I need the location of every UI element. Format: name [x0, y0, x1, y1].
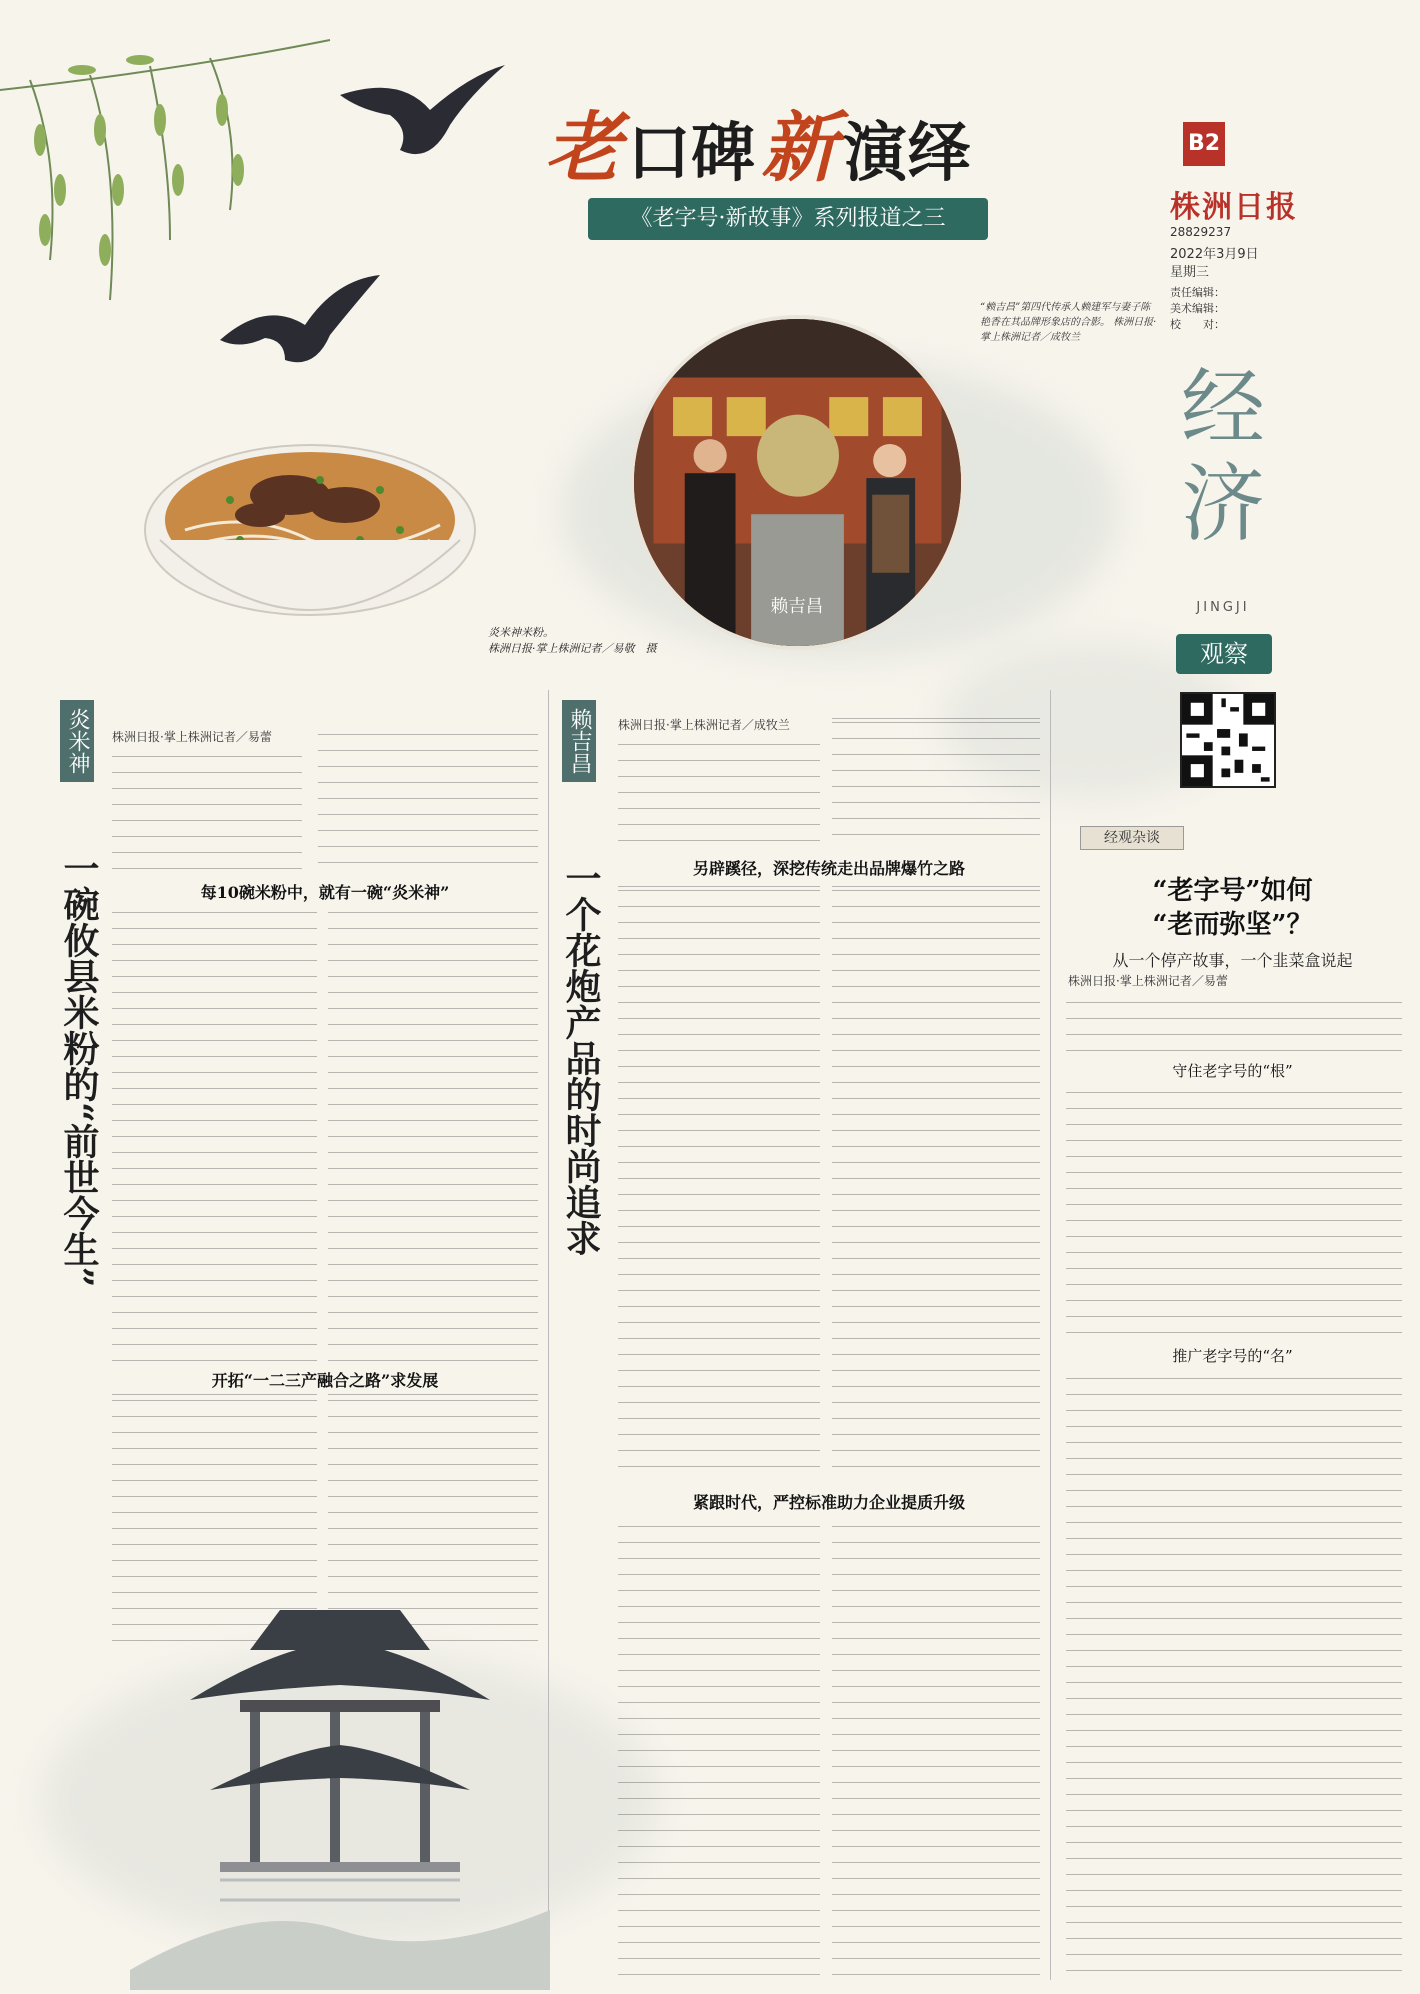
body-text-block [1066, 996, 1402, 1056]
body-text-lines [1066, 996, 1402, 1056]
commentary-byline: 株洲日报·掌上株洲记者／易蕾 [1068, 974, 1228, 988]
story-title-text: 一碗攸县米粉的“前世今生” [58, 850, 100, 1288]
issue-weekday: 星期三 [1170, 265, 1210, 280]
body-text-lines [832, 1520, 1040, 1976]
swallow-illustration [330, 55, 510, 175]
body-text-block [618, 1520, 820, 1976]
story-tag-text: 炎米神 [65, 708, 90, 774]
main-headline [545, 100, 971, 192]
subhead-left-2: 开拓“一二三产融合之路”求发展 [211, 1371, 439, 1390]
section-pinyin: JINGJI [1196, 600, 1250, 615]
story-title-left [56, 850, 102, 1296]
qr-code-icon[interactable] [1180, 692, 1276, 788]
headline-old: 老 [545, 103, 621, 192]
body-text-lines [618, 1520, 820, 1976]
body-text-block [112, 906, 317, 1362]
body-text-lines [318, 728, 538, 870]
body-text-lines [832, 716, 1040, 848]
commentary-subhead-2: 推广老字号的“名” [1172, 1347, 1293, 1365]
commentary-tag: 经观杂谈 [1080, 826, 1184, 850]
staff-line: 责任编辑： [1170, 286, 1225, 299]
issue-date: 2022年3月9日 [1170, 247, 1259, 262]
shop-photo [630, 315, 965, 650]
body-text-lines [1066, 1086, 1402, 1336]
body-text-block [328, 906, 538, 1362]
subhead-left-1: 每10碗米粉中，就有一碗“炎米神” [200, 883, 450, 902]
bowl-caption [488, 625, 688, 657]
story-title-middle [558, 860, 604, 1265]
photo-logo-text: 赖吉昌 [770, 596, 824, 617]
subhead-middle-2: 紧跟时代，严控标准助力企业提质升级 [692, 1493, 965, 1512]
byline-middle: 株洲日报·掌上株洲记者／成牧兰 [618, 718, 790, 732]
body-text-block [832, 884, 1040, 1480]
staff-line: 美术编辑： [1170, 302, 1225, 315]
body-text-block [618, 738, 820, 848]
story-tag-yanmishen [60, 700, 94, 782]
headline-word: 演绎 [843, 116, 971, 191]
body-text-block [318, 728, 538, 870]
noodle-bowl-illustration [140, 420, 480, 650]
subhead-middle-1: 另辟蹊径，深挖传统走出品牌爆竹之路 [692, 859, 965, 878]
body-text-block [1066, 1086, 1402, 1336]
body-text-lines [618, 738, 820, 848]
body-text-lines [328, 906, 538, 1362]
page-number-badge: B2 [1183, 122, 1225, 166]
body-text-lines [112, 750, 302, 875]
section-name: 经济 [1180, 359, 1265, 553]
body-text-block [832, 716, 1040, 848]
body-text-block [1066, 1372, 1402, 1976]
staff-credits [1170, 285, 1225, 333]
body-text-block [618, 884, 820, 1480]
body-text-lines [112, 906, 317, 1362]
commentary-title-line2: “老而弥坚”？ [1152, 910, 1313, 940]
column-divider [1050, 690, 1051, 1980]
byline-left: 株洲日报·掌上株洲记者／易蕾 [112, 730, 272, 744]
headline-word: 口碑 [627, 116, 755, 191]
body-text-block [112, 750, 302, 875]
commentary-subhead-1: 守住老字号的“根” [1172, 1062, 1293, 1080]
story-tag-text: 赖吉昌 [567, 708, 592, 774]
staff-line: 校 对： [1170, 318, 1225, 331]
newspaper-name: 株洲日报 [1170, 190, 1298, 225]
newspaper-phone: 28829237 [1170, 225, 1232, 239]
story-tag-laijichang [562, 700, 596, 782]
series-banner [588, 198, 988, 240]
photo-caption-couple: “赖吉昌”第四代传承人赖建军与妻子陈艳香在其品牌形象店的合影。 株洲日报·掌上株洲记者／成牧兰 [980, 302, 1157, 343]
commentary-title-line1: “老字号”如何 [1152, 876, 1313, 906]
series-title: 《老字号·新故事》系列报道之三 [630, 206, 946, 231]
bowl-caption-line: 株洲日报·掌上株洲记者／易敬 摄 [488, 642, 657, 655]
body-text-lines [618, 884, 820, 1480]
commentary-subtitle: 从一个停产故事，一个韭菜盒说起 [1112, 951, 1353, 970]
pavilion-illustration [130, 1570, 550, 1990]
body-text-lines [1066, 1372, 1402, 1976]
headline-new: 新 [761, 103, 837, 192]
swallow-illustration [215, 270, 385, 380]
body-text-lines [832, 884, 1040, 1480]
section-subtitle: 观察 [1176, 634, 1272, 674]
body-text-block [832, 1520, 1040, 1976]
story-title-text: 一个花炮产品的时尚追求 [560, 860, 602, 1256]
bowl-caption-line: 炎米神米粉。 [488, 626, 554, 639]
